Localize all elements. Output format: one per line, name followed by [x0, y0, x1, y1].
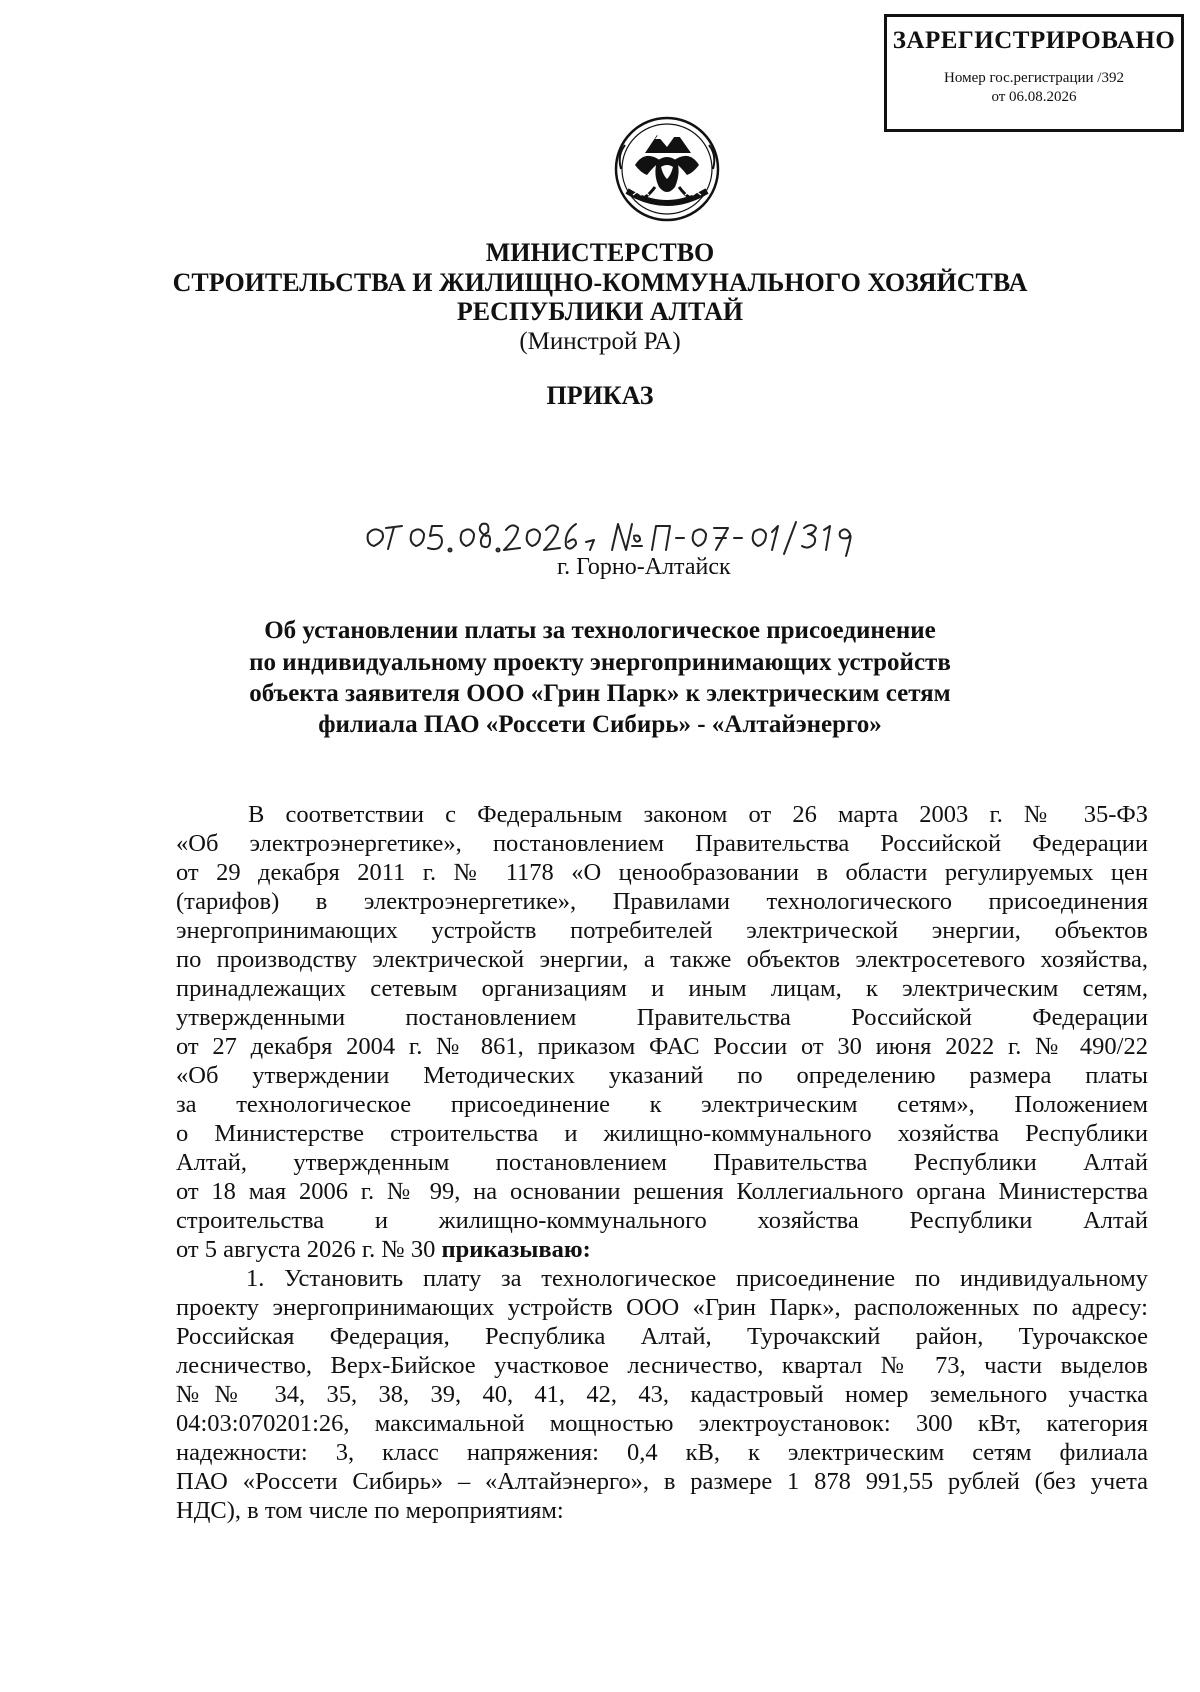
order-keyword: приказываю: [441, 1236, 591, 1263]
preamble-line: «Об утверждении Методических указаний по определению размера платы [176, 1062, 1148, 1089]
stamp-title: ЗАРЕГИСТРИРОВАНО [892, 27, 1176, 54]
item-line: проекту энергопринимающих устройств ООО «Грин Парк», расположенных по адресу: [176, 1294, 1148, 1321]
ministry-name-line-3: РЕСПУБЛИКИ АЛТАЙ [456, 297, 744, 326]
item-line: ПАО «Россети Сибирь» – «Алтайэнерго», в размере 1 878 991,55 рублей (без учета [176, 1468, 1148, 1495]
preamble-line: от 27 декабря 2004 г. № 861, приказом ФАС России от 30 июня 2022 г. № 490/22 [176, 1033, 1148, 1060]
ministry-name-line-2: СТРОИТЕЛЬСТВА И ЖИЛИЩНО-КОММУНАЛЬНОГО ХОЗЯЙСТВА [172, 268, 1028, 297]
altai-republic-coat-of-arms-icon [605, 115, 729, 223]
item-line: надежности: 3, класс напряжения: 0,4 кВ, к электрическим сетям филиала [176, 1439, 1148, 1466]
preamble-line: энергопринимающих устройств потребителей электрической энергии, объектов [176, 917, 1148, 944]
preamble-line: о Министерстве строительства и жилищно-коммунального хозяйства Республики [176, 1120, 1148, 1147]
preamble-line: Алтай, утвержденным постановлением Правительства Республики Алтай [176, 1149, 1148, 1176]
subject-line: по индивидуальному проекту энергопринимающих устройств [249, 649, 951, 676]
preamble-line: от 18 мая 2006 г. № 99, на основании решения Коллегиального органа Министерства [176, 1178, 1148, 1205]
preamble-last-text: от 5 августа 2026 г. № 30 [176, 1236, 436, 1263]
preamble-line: строительства и жилищно-коммунального хозяйства Республики Алтай [176, 1207, 1148, 1234]
preamble-line: (тарифов) в электроэнергетике», Правилами технологического присоединения [176, 888, 1148, 915]
item-line: НДС), в том числе по мероприятиям: [176, 1497, 564, 1524]
ministry-abbreviation: (Минстрой РА) [519, 328, 681, 355]
preamble-line: утвержденными постановлением Правительства Российской Федерации [176, 1004, 1148, 1031]
subject-line: Об установлении платы за технологическое присоединение [264, 617, 936, 644]
stamp-reg-date: от 06.08.2026 [991, 89, 1077, 105]
document-type-title: ПРИКАЗ [546, 381, 654, 410]
item-line: 1. Установить плату за технологическое присоединение по индивидуальному [246, 1265, 1148, 1292]
item-line: Российская Федерация, Республика Алтай, Турочакский район, Турочакское [176, 1323, 1148, 1350]
preamble-line: от 29 декабря 2011 г. № 1178 «О ценообразовании в области регулируемых цен [176, 859, 1148, 886]
item-line: 04:03:070201:26, максимальной мощностью электроустановок: 300 кВт, категория [176, 1410, 1148, 1437]
item-line: №№ 34, 35, 38, 39, 40, 41, 42, 43, кадастровый номер земельного участка [176, 1381, 1148, 1408]
item-line: лесничество, Верх-Бийское участковое лесничество, квартал № 73, части выделов [176, 1352, 1148, 1379]
city-label: г. Горно-Алтайск [557, 554, 731, 580]
preamble-last-line [176, 1235, 1148, 1265]
registration-stamp [884, 14, 1184, 132]
subject-line: объекта заявителя ООО «Грин Парк» к электрическим сетям [249, 680, 951, 707]
preamble-line: по производству электрической энергии, а также объектов электросетевого хозяйства, [176, 946, 1148, 973]
preamble-line: принадлежащих сетевым организациям и иным лицам, к электрическим сетям, [176, 975, 1148, 1002]
preamble-line: за технологическое присоединение к электрическим сетям», Положением [176, 1091, 1148, 1118]
stamp-reg-number: Номер гос.регистрации /392 [944, 70, 1124, 86]
ministry-name-line-1: МИНИСТЕРСТВО [485, 238, 715, 267]
subject-line: филиала ПАО «Россети Сибирь» - «Алтайэнерго» [318, 711, 882, 738]
preamble-line: «Об электроэнергетике», постановлением Правительства Российской Федерации [176, 830, 1148, 857]
preamble-line: В соответствии с Федеральным законом от 26 марта 2003 г. № 35-ФЗ [248, 801, 1148, 828]
